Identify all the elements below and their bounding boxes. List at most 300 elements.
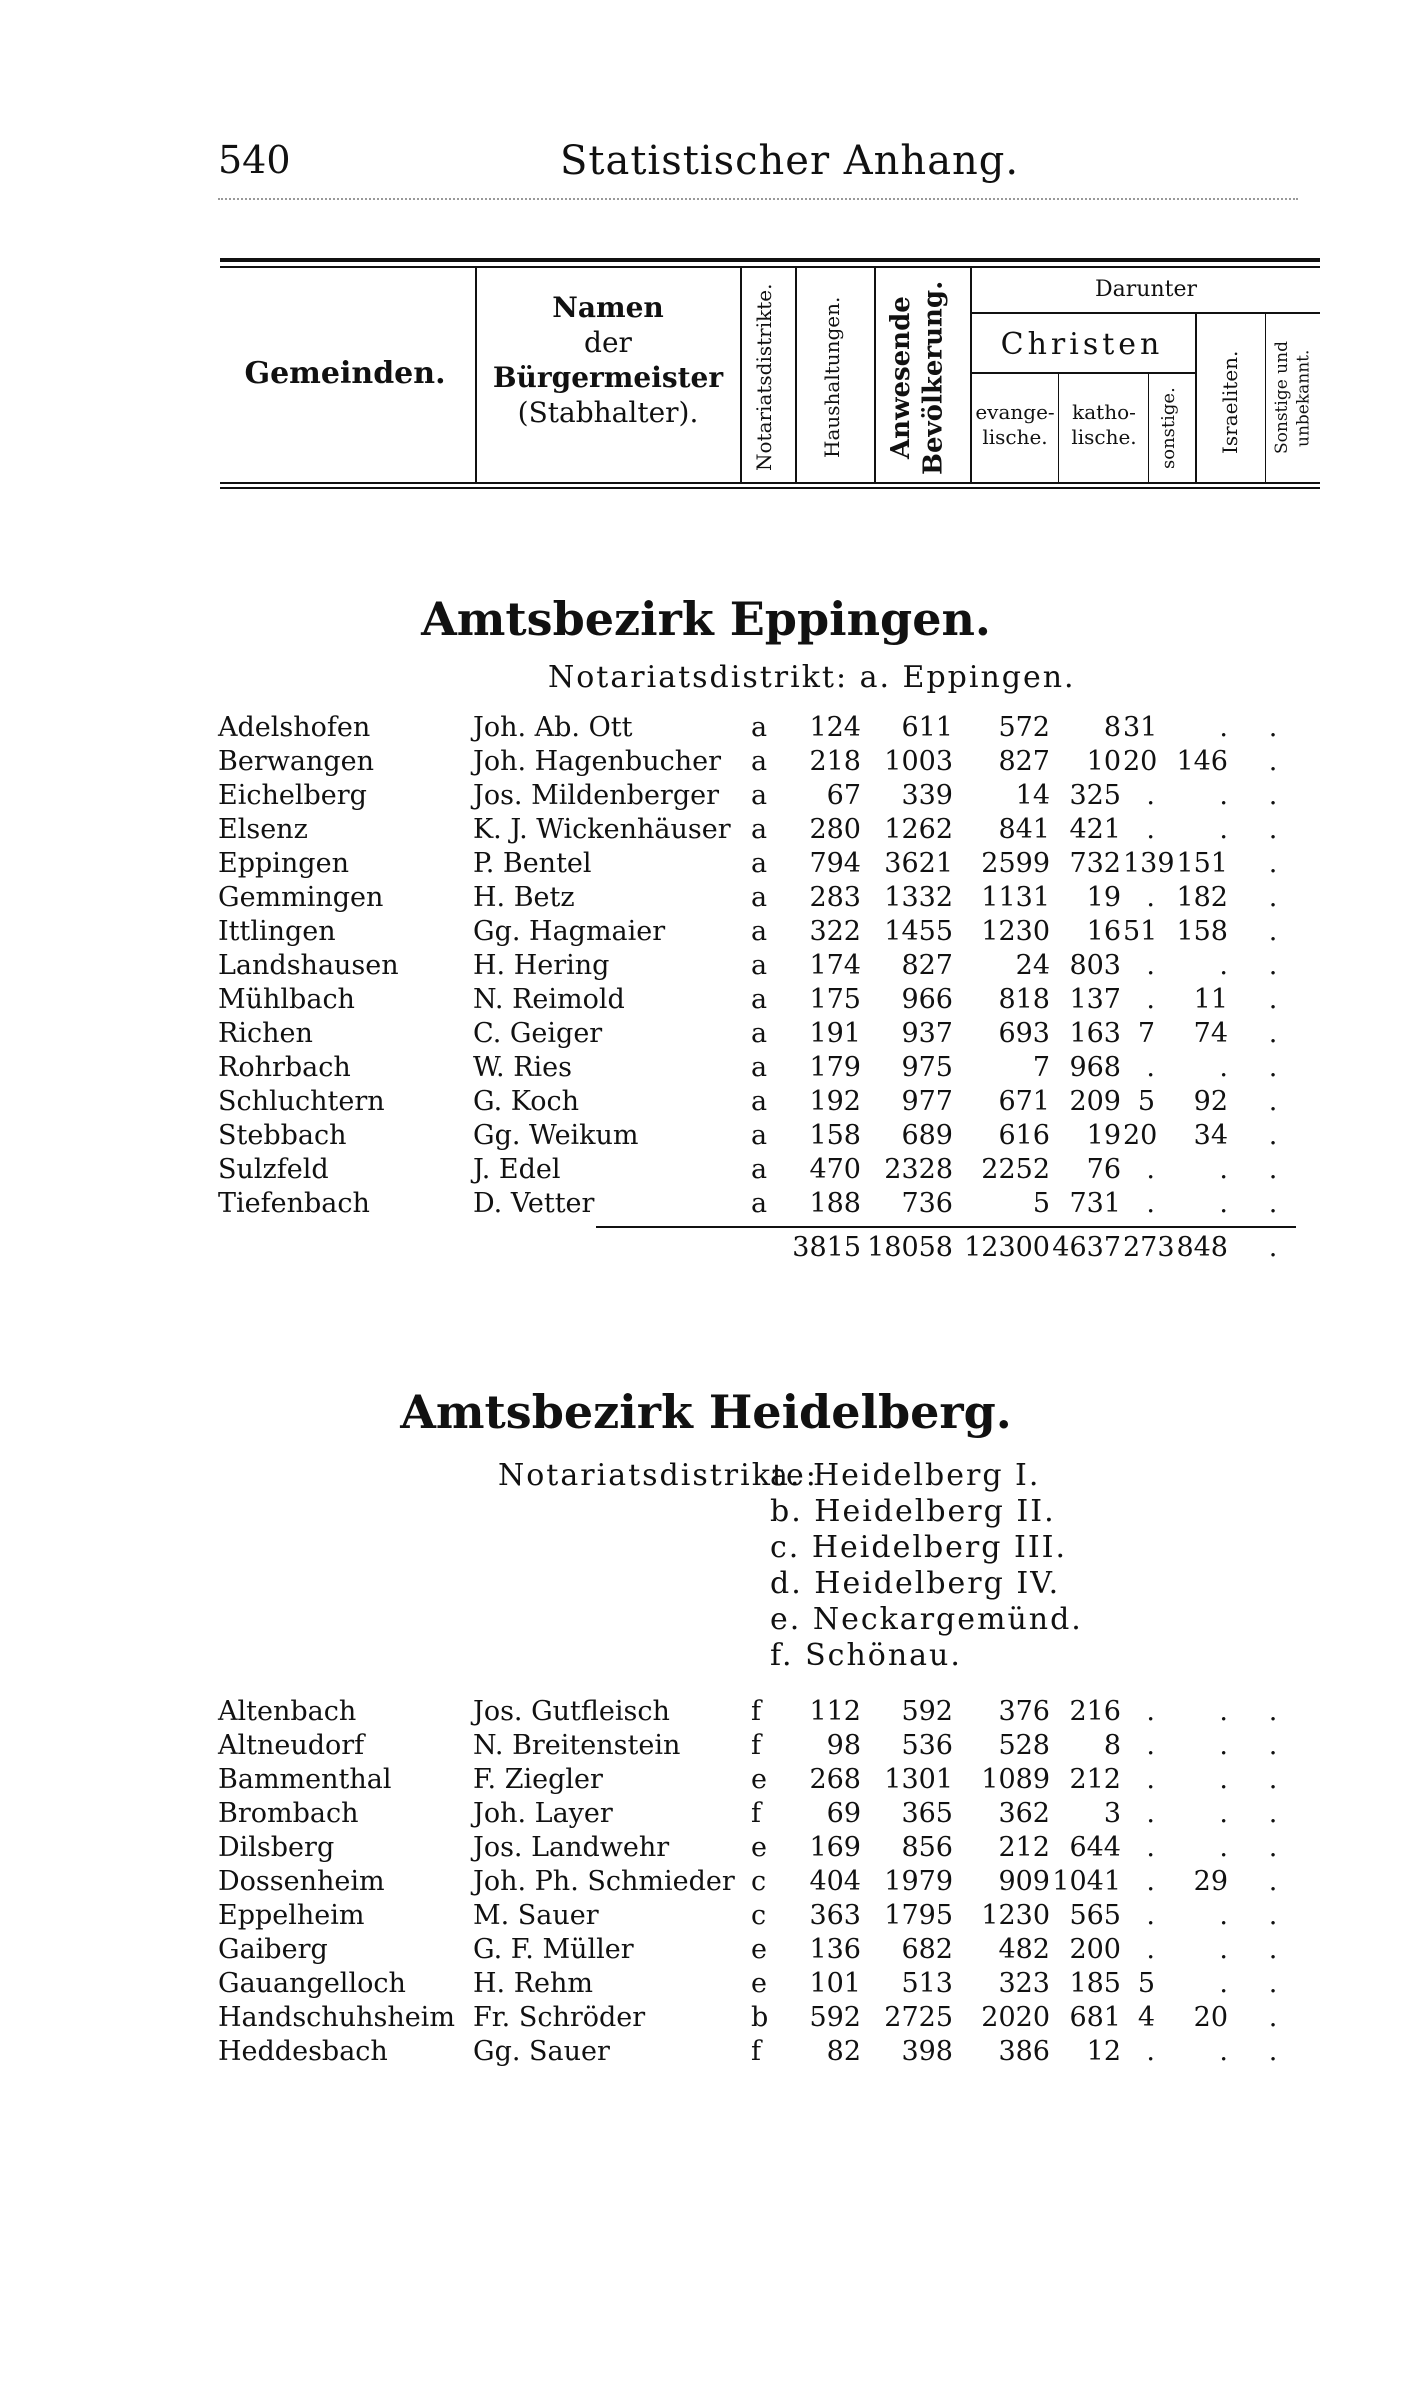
notariat-code: a: [751, 1120, 768, 1151]
israeliten-value: .: [1219, 814, 1228, 845]
katholisch-value: 565: [1069, 1900, 1121, 1931]
sonstige-value: .: [1146, 1900, 1155, 1931]
bevoelkerung-value: 1003: [884, 746, 953, 777]
israeliten-value: .: [1219, 2036, 1228, 2067]
bevoelkerung-value: 398: [901, 2036, 953, 2067]
katholisch-value: 19: [1086, 882, 1121, 913]
buergermeister-name: F. Ziegler: [473, 1764, 603, 1795]
table-row: [218, 746, 1338, 780]
katholisch-value: 8: [1103, 712, 1121, 743]
namen-line-3: Bürgermeister: [492, 361, 724, 394]
buergermeister-name: G. Koch: [473, 1086, 579, 1117]
notariat-code: f: [751, 1696, 761, 1727]
buergermeister-name: Jos. Mildenberger: [473, 780, 720, 811]
table-row: [218, 1900, 1338, 1934]
header-top-rule: [220, 258, 1320, 262]
evangelisch-value: 1230: [981, 1900, 1050, 1931]
katholisch-value: 137: [1069, 984, 1121, 1015]
haushaltungen-value: 470: [809, 1154, 861, 1185]
notariat-code: a: [751, 1052, 768, 1083]
unbekannt-value: .: [1268, 916, 1278, 947]
gemeinde-name: Mühlbach: [218, 984, 355, 1015]
district-f: f. Schönau.: [770, 1638, 962, 1673]
unbekannt-value: .: [1268, 1188, 1278, 1219]
sonstige-value: .: [1146, 1188, 1155, 1219]
evangelisch-value: 1131: [981, 882, 1050, 913]
section-title-eppingen: Amtsbezirk Eppingen.: [421, 592, 991, 646]
israeliten-value: 20: [1193, 2002, 1228, 2033]
notariat-code: a: [751, 780, 768, 811]
gemeinde-name: Adelshofen: [218, 712, 371, 743]
col-divider: [1265, 314, 1266, 482]
notariat-code: e: [751, 1968, 767, 1999]
unbekannt-value: .: [1268, 1120, 1278, 1151]
haushaltungen-value: 101: [809, 1968, 861, 1999]
israeliten-value: 34: [1193, 1120, 1228, 1151]
gemeinde-name: Tiefenbach: [218, 1188, 370, 1219]
table-row: [218, 1798, 1338, 1832]
col-divider: [1148, 374, 1149, 482]
evangelisch-value: 323: [998, 1968, 1050, 1999]
buergermeister-name: Joh. Layer: [473, 1798, 613, 1829]
gemeinde-name: Altenbach: [218, 1696, 357, 1727]
haushaltungen-value: 82: [826, 2036, 861, 2067]
evangelisch-value: 362: [998, 1798, 1050, 1829]
bevoelkerung-value: 3621: [884, 848, 953, 879]
col-divider: [475, 268, 477, 482]
total-bevoelkerung: 18058: [867, 1232, 953, 1263]
unbekannt-value: .: [1268, 1696, 1278, 1727]
table-row: [218, 1018, 1338, 1052]
katholisch-value: 8: [1103, 1730, 1121, 1761]
israeliten-value: .: [1219, 780, 1228, 811]
haushaltungen-value: 124: [809, 712, 861, 743]
buergermeister-name: H. Hering: [473, 950, 610, 981]
haushaltungen-value: 283: [809, 882, 861, 913]
bevoelkerung-value: 1455: [884, 916, 953, 947]
sonstige-value: .: [1146, 1934, 1155, 1965]
israeliten-value: .: [1219, 1900, 1228, 1931]
katholisch-value: 803: [1069, 950, 1121, 981]
table-row: [218, 1730, 1338, 1764]
israeliten-value: 151: [1176, 848, 1228, 879]
evangelisch-value: 212: [998, 1832, 1050, 1863]
israeliten-value: .: [1219, 1798, 1228, 1829]
table-row: [218, 2002, 1338, 2036]
notariat-code: a: [751, 746, 768, 777]
gemeinde-name: Gaiberg: [218, 1934, 328, 1965]
table-row: [218, 780, 1338, 814]
gemeinde-name: Handschuhsheim: [218, 2002, 455, 2033]
evangelisch-value: 386: [998, 2036, 1050, 2067]
notariat-code: e: [751, 1934, 767, 1965]
notariat-code: a: [751, 848, 768, 879]
katholisch-value: 12: [1086, 2036, 1121, 2067]
gemeinde-name: Schluchtern: [218, 1086, 385, 1117]
buergermeister-name: Joh. Ab. Ott: [473, 712, 633, 743]
bevoelkerung-value: 966: [901, 984, 953, 1015]
haushaltungen-value: 404: [809, 1866, 861, 1897]
bevoelkerung-value: 1301: [884, 1764, 953, 1795]
notariat-code: e: [751, 1764, 767, 1795]
haushaltungen-value: 218: [809, 746, 861, 777]
israeliten-value: .: [1219, 1188, 1228, 1219]
katholisch-value: 3: [1103, 1798, 1121, 1829]
evangelisch-value: 14: [1015, 780, 1050, 811]
notariat-heidelberg-label: Notariatsdistrikte:: [498, 1458, 818, 1493]
buergermeister-name: H. Betz: [473, 882, 575, 913]
evangelisch-value: 528: [998, 1730, 1050, 1761]
bevoelkerung-value: 856: [901, 1832, 953, 1863]
katholisch-value: 10: [1086, 746, 1121, 777]
district-d: d. Heidelberg IV.: [770, 1566, 1061, 1601]
israeliten-value: .: [1219, 1968, 1228, 1999]
gemeinde-name: Dilsberg: [218, 1832, 335, 1863]
col-head-christen: Christen: [1000, 327, 1164, 362]
buergermeister-name: C. Geiger: [473, 1018, 603, 1049]
bevoelkerung-value: 2328: [884, 1154, 953, 1185]
gemeinde-name: Rohrbach: [218, 1052, 351, 1083]
katholisch-value: 185: [1069, 1968, 1121, 1999]
sonstige-value: .: [1146, 1730, 1155, 1761]
katholisch-value: 732: [1069, 848, 1121, 879]
bevoelkerung-value: 592: [901, 1696, 953, 1727]
darunter-rule: [970, 312, 1320, 314]
haushaltungen-value: 363: [809, 1900, 861, 1931]
district-c: c. Heidelberg III.: [770, 1530, 1068, 1565]
evangelisch-value: 671: [998, 1086, 1050, 1117]
haushaltungen-value: 112: [809, 1696, 861, 1727]
evangelisch-value: 1089: [981, 1764, 1050, 1795]
sonstige-value: .: [1146, 1866, 1155, 1897]
notariat-code: a: [751, 712, 768, 743]
unbekannt-value: .: [1268, 1900, 1278, 1931]
header-top-rule-thin: [220, 266, 1320, 268]
unbekannt-value: .: [1268, 1798, 1278, 1829]
evangelisch-value: 7: [1032, 1052, 1050, 1083]
haushaltungen-value: 192: [809, 1086, 861, 1117]
israeliten-value: 29: [1193, 1866, 1228, 1897]
evangelisch-value: 2020: [981, 2002, 1050, 2033]
table-row: [218, 1866, 1338, 1900]
notariat-code: a: [751, 916, 768, 947]
buergermeister-name: Gg. Weikum: [473, 1120, 639, 1151]
col-head-evangelisch: evange-lische.: [975, 400, 1055, 449]
heidelberg-table: [218, 1696, 1338, 2070]
total-israeliten: 848: [1176, 1232, 1228, 1263]
gemeinde-name: Eppingen: [218, 848, 349, 879]
katholisch-value: 644: [1069, 1832, 1121, 1863]
christen-rule: [970, 372, 1195, 374]
page-number: 540: [218, 138, 291, 182]
israeliten-value: 158: [1176, 916, 1228, 947]
table-row: [218, 1832, 1338, 1866]
buergermeister-name: Joh. Ph. Schmieder: [473, 1866, 735, 1897]
table-row: [218, 1968, 1338, 2002]
katholisch-value: 968: [1069, 1052, 1121, 1083]
table-row: [218, 1086, 1338, 1120]
notariat-eppingen: Notariatsdistrikt: a. Eppingen.: [548, 660, 1076, 695]
col-divider: [874, 268, 876, 482]
table-row: [218, 848, 1338, 882]
buergermeister-name: G. F. Müller: [473, 1934, 634, 1965]
sonstige-value: .: [1146, 814, 1155, 845]
sonstige-value: 20: [1123, 1120, 1158, 1151]
notariat-code: a: [751, 984, 768, 1015]
section-title-heidelberg: Amtsbezirk Heidelberg.: [400, 1385, 1012, 1439]
unbekannt-value: .: [1268, 780, 1278, 811]
table-row: [218, 1696, 1338, 1730]
haushaltungen-value: 179: [809, 1052, 861, 1083]
sonstige-value: .: [1146, 1696, 1155, 1727]
bevoelkerung-value: 1332: [884, 882, 953, 913]
total-evangelisch: 12300: [964, 1232, 1050, 1263]
buergermeister-name: Gg. Sauer: [473, 2036, 610, 2067]
unbekannt-value: .: [1268, 1866, 1278, 1897]
israeliten-value: .: [1219, 1730, 1228, 1761]
evangelisch-value: 572: [998, 712, 1050, 743]
bevoelkerung-value: 1262: [884, 814, 953, 845]
table-row: [218, 2036, 1338, 2070]
col-head-haushaltungen: Haushaltungen.: [820, 296, 844, 459]
bevoelkerung-value: 689: [901, 1120, 953, 1151]
evangelisch-value: 2599: [981, 848, 1050, 879]
col-head-sonstige: sonstige.: [1158, 387, 1179, 469]
table-row: [218, 1120, 1338, 1154]
israeliten-value: .: [1219, 1052, 1228, 1083]
namen-line-4: (Stabhalter).: [517, 396, 699, 429]
table-row: [218, 1052, 1338, 1086]
gemeinde-name: Heddesbach: [218, 2036, 388, 2067]
running-title: Statistischer Anhang.: [560, 138, 1020, 184]
notariat-code: f: [751, 1798, 761, 1829]
header-bottom-rule: [220, 482, 1320, 484]
gemeinde-name: Sulzfeld: [218, 1154, 329, 1185]
buergermeister-name: Jos. Landwehr: [473, 1832, 670, 1863]
table-row: [218, 950, 1338, 984]
notariat-code: b: [751, 2002, 769, 2033]
gemeinde-name: Ittlingen: [218, 916, 336, 947]
bevoelkerung-value: 977: [901, 1086, 953, 1117]
israeliten-value: .: [1219, 1832, 1228, 1863]
evangelisch-value: 482: [998, 1934, 1050, 1965]
unbekannt-value: .: [1268, 1968, 1278, 1999]
col-divider: [1058, 374, 1059, 482]
unbekannt-value: .: [1268, 1086, 1278, 1117]
haushaltungen-value: 592: [809, 2002, 861, 2033]
bevoelkerung-value: 736: [901, 1188, 953, 1219]
col-divider: [740, 268, 742, 482]
unbekannt-value: .: [1268, 882, 1278, 913]
col-head-sonstige-unbekannt: Sonstige und unbekannt.: [1272, 341, 1314, 455]
bevoelkerung-value: 2725: [884, 2002, 953, 2033]
israeliten-value: .: [1219, 950, 1228, 981]
haushaltungen-value: 174: [809, 950, 861, 981]
bevoelkerung-value: 365: [901, 1798, 953, 1829]
notariat-code: a: [751, 1154, 768, 1185]
buergermeister-name: Jos. Gutfleisch: [473, 1696, 670, 1727]
bevoelkerung-value: 937: [901, 1018, 953, 1049]
haushaltungen-value: 98: [826, 1730, 861, 1761]
buergermeister-name: M. Sauer: [473, 1900, 599, 1931]
buergermeister-name: D. Vetter: [473, 1188, 595, 1219]
col-head-bevoelkerung: Anwesende Bevölkerung.: [886, 280, 949, 475]
notariat-code: e: [751, 1832, 767, 1863]
bevoelkerung-value: 1795: [884, 1900, 953, 1931]
unbekannt-value: .: [1268, 1154, 1278, 1185]
gemeinde-name: Eichelberg: [218, 780, 367, 811]
unbekannt-value: .: [1268, 984, 1278, 1015]
buergermeister-name: N. Breitenstein: [473, 1730, 681, 1761]
haushaltungen-value: 322: [809, 916, 861, 947]
district-e: e. Neckargemünd.: [770, 1602, 1083, 1637]
sonstige-value: 4: [1137, 2002, 1155, 2033]
col-head-israeliten: Israeliten.: [1218, 350, 1242, 455]
notariat-code: c: [751, 1900, 767, 1931]
table-row: [218, 1934, 1338, 1968]
table-row: [218, 1764, 1338, 1798]
buergermeister-name: N. Reimold: [473, 984, 625, 1015]
col-head-katholisch: katho-lische.: [1071, 400, 1137, 449]
unbekannt-value: .: [1268, 1832, 1278, 1863]
sonstige-value: .: [1146, 780, 1155, 811]
haushaltungen-value: 188: [809, 1188, 861, 1219]
evangelisch-value: 2252: [981, 1154, 1050, 1185]
katholisch-value: 216: [1069, 1696, 1121, 1727]
buergermeister-name: J. Edel: [473, 1154, 561, 1185]
gemeinde-name: Berwangen: [218, 746, 374, 777]
bevoelkerung-value: 339: [901, 780, 953, 811]
notariat-code: c: [751, 1866, 767, 1897]
table-row: [218, 1188, 1338, 1222]
haushaltungen-value: 794: [809, 848, 861, 879]
sonstige-value: .: [1146, 2036, 1155, 2067]
unbekannt-value: .: [1268, 1934, 1278, 1965]
unbekannt-value: .: [1268, 950, 1278, 981]
haushaltungen-value: 268: [809, 1764, 861, 1795]
katholisch-value: 731: [1069, 1188, 1121, 1219]
notariat-code: a: [751, 1188, 768, 1219]
katholisch-value: 200: [1069, 1934, 1121, 1965]
haushaltungen-value: 67: [826, 780, 861, 811]
header-dotted-rule: [218, 198, 1298, 200]
notariat-code: a: [751, 950, 768, 981]
evangelisch-value: 827: [998, 746, 1050, 777]
col-head-namen: [478, 290, 738, 430]
gemeinde-name: Elsenz: [218, 814, 308, 845]
israeliten-value: .: [1219, 1154, 1228, 1185]
col-head-notariat: Notariatsdistrikte.: [752, 283, 776, 472]
sonstige-value: .: [1146, 1798, 1155, 1829]
col-divider: [795, 268, 797, 482]
unbekannt-value: .: [1268, 2002, 1278, 2033]
evangelisch-value: 909: [998, 1866, 1050, 1897]
gemeinde-name: Dossenheim: [218, 1866, 385, 1897]
bevoelkerung-value: 536: [901, 1730, 953, 1761]
gemeinde-name: Gemmingen: [218, 882, 384, 913]
col-divider: [1195, 314, 1197, 482]
katholisch-value: 421: [1069, 814, 1121, 845]
buergermeister-name: W. Ries: [473, 1052, 572, 1083]
evangelisch-value: 1230: [981, 916, 1050, 947]
total-katholisch: 4637: [1052, 1232, 1121, 1263]
namen-line-1: Namen: [552, 291, 664, 324]
evangelisch-value: 616: [998, 1120, 1050, 1151]
district-list: [770, 1458, 1083, 1674]
gemeinde-name: Stebbach: [218, 1120, 347, 1151]
notariat-code: a: [751, 814, 768, 845]
haushaltungen-value: 69: [826, 1798, 861, 1829]
district-b: b. Heidelberg II.: [770, 1494, 1056, 1529]
notariat-code: a: [751, 882, 768, 913]
katholisch-value: 1041: [1052, 1866, 1121, 1897]
evangelisch-value: 24: [1015, 950, 1050, 981]
israeliten-value: 74: [1193, 1018, 1228, 1049]
evangelisch-value: 841: [998, 814, 1050, 845]
sonstige-value: .: [1146, 1154, 1155, 1185]
table-row: [218, 1154, 1338, 1188]
bevoelkerung-value: 513: [901, 1968, 953, 1999]
unbekannt-value: .: [1268, 848, 1278, 879]
notariat-code: f: [751, 2036, 761, 2067]
gemeinde-name: Richen: [218, 1018, 313, 1049]
gemeinde-name: Gauangelloch: [218, 1968, 406, 1999]
israeliten-value: 146: [1176, 746, 1228, 777]
katholisch-value: 16: [1086, 916, 1121, 947]
gemeinde-name: Landshausen: [218, 950, 399, 981]
sonstige-value: .: [1146, 1764, 1155, 1795]
buergermeister-name: K. J. Wickenhäuser: [473, 814, 731, 845]
notariat-code: a: [751, 1086, 768, 1117]
eppingen-totals-row: [218, 1232, 1338, 1266]
unbekannt-value: .: [1268, 2036, 1278, 2067]
gemeinde-name: Altneudorf: [218, 1730, 365, 1761]
sonstige-value: 7: [1137, 1018, 1155, 1049]
sonstige-value: .: [1146, 1832, 1155, 1863]
gemeinde-name: Brombach: [218, 1798, 359, 1829]
unbekannt-value: .: [1268, 712, 1278, 743]
unbekannt-value: .: [1268, 814, 1278, 845]
haushaltungen-value: 175: [809, 984, 861, 1015]
israeliten-value: 92: [1193, 1086, 1228, 1117]
sum-rule: [596, 1226, 1296, 1228]
table-row: [218, 916, 1338, 950]
header-bottom-rule-thin: [220, 487, 1320, 489]
haushaltungen-value: 136: [809, 1934, 861, 1965]
haushaltungen-value: 280: [809, 814, 861, 845]
sonstige-value: 31: [1123, 712, 1158, 743]
sonstige-value: .: [1146, 984, 1155, 1015]
sonstige-value: 20: [1123, 746, 1158, 777]
katholisch-value: 325: [1069, 780, 1121, 811]
gemeinde-name: Eppelheim: [218, 1900, 365, 1931]
buergermeister-name: Gg. Hagmaier: [473, 916, 666, 947]
sonstige-value: 5: [1137, 1086, 1155, 1117]
israeliten-value: 11: [1193, 984, 1228, 1015]
katholisch-value: 212: [1069, 1764, 1121, 1795]
haushaltungen-value: 158: [809, 1120, 861, 1151]
table-row: [218, 984, 1338, 1018]
namen-line-2: der: [584, 326, 632, 359]
unbekannt-value: .: [1268, 746, 1278, 777]
eppingen-table: [218, 712, 1338, 1222]
notariat-code: a: [751, 1018, 768, 1049]
evangelisch-value: 5: [1032, 1188, 1050, 1219]
sonstige-value: 5: [1137, 1968, 1155, 1999]
katholisch-value: 19: [1086, 1120, 1121, 1151]
haushaltungen-value: 169: [809, 1832, 861, 1863]
sonstige-value: .: [1146, 950, 1155, 981]
